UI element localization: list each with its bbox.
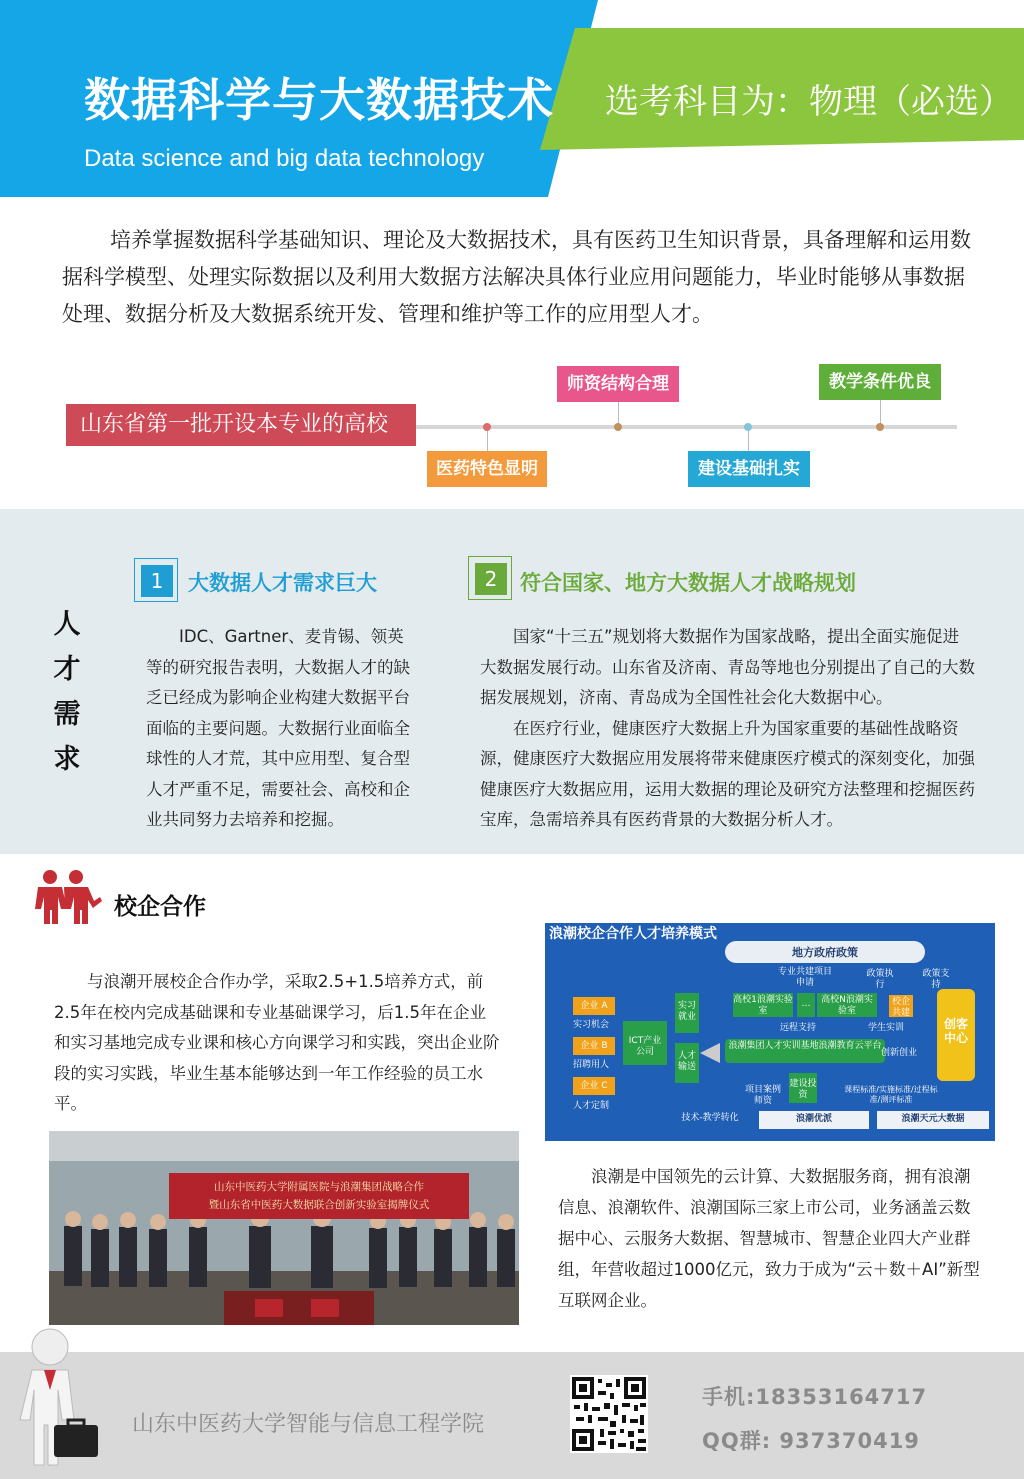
diagram-gov: 地方政府政策 <box>792 946 858 959</box>
diagram-title: 浪潮校企合作人才培养模式 <box>549 926 717 942</box>
diagram-note: 远程支持 <box>779 1023 816 1033</box>
section-body-2 <box>480 622 975 836</box>
diagram-note: 课程标准/实施标准/过程标准/测评标准 <box>844 1085 938 1104</box>
college-name: 山东中医药大学智能与信息工程学院 <box>132 1412 485 1437</box>
timeline-item-foundation: 建设基础扎实 <box>688 451 810 487</box>
section-heading-2: 符合国家、地方大数据人才战略规划 <box>520 571 856 595</box>
diagram-cobuild: 校企共建 <box>891 997 910 1018</box>
training-model-diagram <box>545 923 995 1141</box>
vertical-char: 人 <box>53 609 81 640</box>
diagram-innovate: 创新创业 <box>880 1048 917 1058</box>
contact-phone: 手机:18353164717 <box>702 1385 928 1409</box>
diagram-lab-dots: … <box>801 999 811 1009</box>
timeline-dot <box>744 423 752 431</box>
timeline-stem <box>748 429 749 451</box>
timeline-dot <box>483 423 491 431</box>
diagram-lab-1: 高校1浪潮实验室 <box>733 995 793 1016</box>
banner-line: 暨山东省中医药大数据联合创新实验室揭牌仪式 <box>208 1199 430 1211</box>
diagram-note: 招聘用人 <box>573 1060 610 1070</box>
timeline-item-medical: 医药特色显明 <box>427 451 547 487</box>
cooperation-left-text: 与浪潮开展校企合作办学，采取2.5+1.5培养方式，前2.5年在校内完成基础课和专业基础课学习，后1.5年在企业和实习基地完成专业课和核心方向课学习和实践，突出企业阶段的实习实践，毕业生基本能够达到一年工作经验的员工水平。 <box>54 972 500 1113</box>
diagram-intern: 实习就业 <box>677 1001 696 1022</box>
diagram-company-a: 企业 A <box>580 1001 608 1011</box>
section-paragraph: IDC、Gartner、麦肯锡、领英等的研究报告表明，大数据人才的缺乏已经成为影响企业构建大数据平台面临的主要问题。大数据行业面临全球性的人才荒，其中应用型、复合型人才严重不足，需要社会、高校和企业共同努力去培养和挖掘。 <box>146 627 410 829</box>
signing-ceremony-photo <box>49 1131 519 1325</box>
timeline-stem <box>618 398 619 425</box>
qr-code-icon <box>570 1375 648 1453</box>
vertical-char: 才 <box>53 654 81 685</box>
intro-paragraph: 培养掌握数据科学基础知识、理论及大数据技术，具有医药卫生知识背景，具备理解和运用数据科学模型、处理实际数据以及利用大数据方法解决具体行业应用问题能力，毕业时能够从事数据处理、数据分析及大数据系统开发、管理和维护等工作的应用型人才。 <box>62 228 971 326</box>
timeline-item-teaching: 教学条件优良 <box>819 364 941 400</box>
cooperation-title: 校企合作 <box>114 894 206 920</box>
diagram-note: 人才定制 <box>573 1101 610 1111</box>
diagram-note: 学生实训 <box>867 1023 904 1033</box>
timeline-dot <box>876 423 884 431</box>
diagram-note: 实习机会 <box>573 1020 610 1030</box>
diagram-company-b: 企业 B <box>580 1041 608 1051</box>
diagram-note: 项目案例师资 <box>744 1085 781 1106</box>
contact-qq: QQ群: 937370419 <box>702 1429 920 1453</box>
section-paragraph: 在医疗行业，健康医疗大数据上升为国家重要的基础性战略资源，健康医疗大数据应用发展将带来健康医疗模式的深刻变化，加强健康医疗大数据应用，运用大数据的理论及研究方法整理和挖掘医药宝库，急需培养具有医药背景的大数据分析人才。 <box>480 718 975 829</box>
photo-scene <box>49 1131 519 1325</box>
diagram-note: 政策支持 <box>922 969 950 990</box>
timeline-dot <box>614 423 622 431</box>
diagram-note: 建设投资 <box>789 1079 817 1100</box>
diagram-lab-n: 高校N浪潮实验室 <box>821 995 873 1016</box>
figure-with-briefcase-icon <box>10 1325 110 1475</box>
diagram-note: 专业共建项目申请 <box>777 967 832 988</box>
page-title: 数据科学与大数据技术 <box>84 73 554 127</box>
timeline-stem <box>880 400 881 425</box>
section-paragraph: 国家“十三五”规划将大数据作为国家战略，提出全面实施促进大数据发展行动。山东省及济南、青岛等地也分别提出了自己的大数据发展规划，济南、青岛成为全国性社会化大数据中心。 <box>480 627 975 707</box>
vertical-char: 求 <box>53 744 81 775</box>
diagram-ict: ICT产业公司 <box>628 1036 662 1057</box>
section-heading-1: 大数据人才需求巨大 <box>188 571 377 595</box>
section-number-1: 1 <box>141 565 173 597</box>
ceremony-banner <box>169 1173 469 1219</box>
header-banner <box>0 0 1024 200</box>
diagram-bottom: 浪潮天元大数据 <box>901 1114 965 1124</box>
people-icon <box>30 868 102 926</box>
diagram-company-c: 企业 C <box>580 1081 608 1091</box>
section-body-1 <box>146 622 418 836</box>
page-subtitle-en: Data science and big data technology <box>84 145 485 172</box>
banner-line: 山东中医药大学附属医院与浪潮集团战略合作 <box>214 1181 424 1193</box>
timeline-start-label: 山东省第一批开设本专业的高校 <box>66 404 416 446</box>
diagram-platform: 浪潮集团人才实训基地浪潮教育云平台 <box>728 1041 882 1051</box>
cooperation-right-text: 浪潮是中国领先的云计算、大数据服务商，拥有浪潮信息、浪潮软件、浪潮国际三家上市公司，业务涵盖云数据中心、云服务大数据、智慧城市、智慧企业四大产业群组，年营收超过1000亿元，致力于成为“云＋数＋AI”新型互联网企业。 <box>558 1167 980 1310</box>
talent-demand-title <box>52 602 82 782</box>
vertical-char: 需 <box>53 699 81 730</box>
diagram-talent: 人才输送 <box>677 1051 696 1072</box>
diagram-center: 创客中心 <box>943 1017 968 1046</box>
diagram-bottom: 浪潮优派 <box>795 1114 832 1124</box>
section-number-2: 2 <box>475 563 507 595</box>
diagram-bottom: 技术-教学转化 <box>681 1113 739 1123</box>
subject-requirement: 选考科目为：物理（必选） <box>605 82 1013 122</box>
timeline-item-faculty: 师资结构合理 <box>557 366 679 402</box>
diagram-note: 政策执行 <box>866 969 894 990</box>
